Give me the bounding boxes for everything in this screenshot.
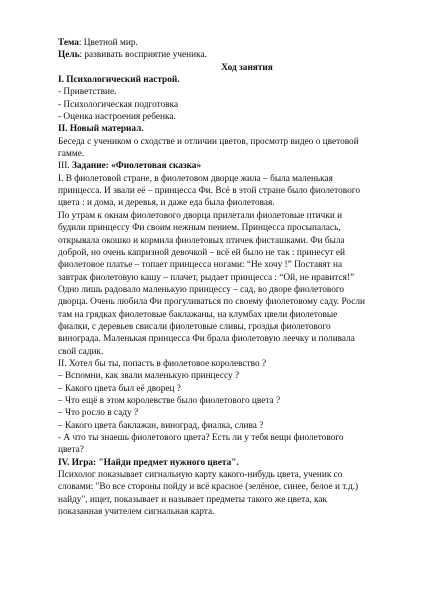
section1-item: - Приветствие.	[58, 87, 117, 98]
question-line: – Что ещё в этом королевстве было фиолетового цвета ?	[58, 395, 281, 406]
topic-value: : Цветной мир.	[78, 38, 138, 48]
section2-text-line: Беседа с учеником о сходстве и отличии цветов, просмотр видео о цветовой	[58, 136, 359, 147]
section4-line: показанная учителем сигнальная карта.	[58, 507, 215, 518]
question-line: - А что ты знаешь фиолетового цвета? Есть ли у тебя вещи фиолетового	[58, 433, 344, 443]
story-line: цвета : и дома, и деревья, и даже еда была фиолетовая.	[58, 198, 275, 209]
story-line: доброй, но очень капризной девочкой – всё ей было не так : принесут ей	[58, 247, 346, 258]
topic-line	[58, 37, 388, 49]
section1-item: - Психологическая подготовка	[58, 99, 179, 110]
story-line: дворца. Очень любила Фи прогуливаться по своему фиолетовому саду. Росли	[58, 297, 366, 308]
story-line: свой садик.	[58, 346, 104, 357]
section4-title: IV. Игра: "Найди предмет нужного цвета".	[58, 457, 239, 468]
section4-line: Психолог показывает сигнальную карту какого-нибудь цвета, ученик со	[58, 470, 343, 481]
section3-task-label: Задание:	[71, 161, 109, 172]
story-line: I. В фиолетовой стране, в фиолетовом дворце жила – была маленькая	[58, 173, 333, 184]
story-line: завтрак фиолетовую кашу – плачет, рыдает принцесса : “Ой, не нравится!”	[58, 272, 355, 283]
story-line: винограда. Маленькая принцесса Фи брала фиолетовую леечку и поливала	[58, 334, 355, 345]
question-line: – Вспомни, как звали маленькую принцессу ?	[58, 371, 240, 382]
section2-text-line: гамме.	[58, 149, 85, 160]
question-line: – Какого цвета был её дворец ?	[58, 383, 181, 394]
question-line: II. Хотел бы ты, попасть в фиолетовое королевство ?	[58, 358, 267, 369]
question-line: – Что росло в саду ?	[58, 408, 139, 419]
section3-prefix: III.	[58, 161, 72, 172]
document-page	[58, 37, 388, 518]
story-line: фиолетовое платье – топает принцесса ногами: “Не хочу !” Поставят на	[58, 260, 343, 271]
story-line: там на грядках фиолетовые баклажаны, на клумбах цвели фиолетовые	[58, 309, 338, 320]
story-line: будили принцессу Фи своим нежным пением. Принцесса просыпалась,	[58, 223, 341, 234]
story-line: Одно лишь радовало маленькую принцессу – сад, во дворе фиолетового	[58, 284, 345, 295]
section4-line: словами: "Во все стороны пойду и всё красное (зелёное, синее, белое и т.д.)	[58, 482, 359, 493]
goal-label: Цель	[58, 50, 80, 61]
story-line: принцесса. И звали её – принцесса Фи. Всё в этой стране было фиолетового	[58, 186, 360, 197]
section1-title: I. Психологический настрой.	[58, 75, 180, 86]
question-line: цвета?	[58, 445, 84, 456]
section2-title: II. Новый материал.	[58, 124, 144, 135]
story-line: открывала окошко и кормила фиолетовых птичек фисташками. Фи была	[58, 235, 345, 246]
section3-task-title: «Фиолетовая сказка»	[108, 161, 202, 172]
lesson-heading: Ход занятия	[221, 62, 273, 73]
goal-value: : развивать восприятие ученика.	[79, 50, 207, 61]
section1-item: - Оценка настроения ребенка.	[58, 112, 176, 123]
section3-title	[58, 160, 388, 172]
question-line: – Какого цвета баклажан, виноград, фиалка, слива ?	[58, 420, 264, 431]
section4-line: найду", ищет, показывает и называет предметы такого же цвета, как	[58, 494, 328, 505]
story-line: По утрам к окнам фиолетового дворца прилетали фиолетовые птички и	[58, 210, 343, 221]
story-line: фиалки, с деревьев свисали фиолетовые сливы, гроздья фиолетового	[58, 321, 331, 332]
goal-line	[58, 49, 388, 61]
topic-label: Тема	[58, 38, 79, 48]
